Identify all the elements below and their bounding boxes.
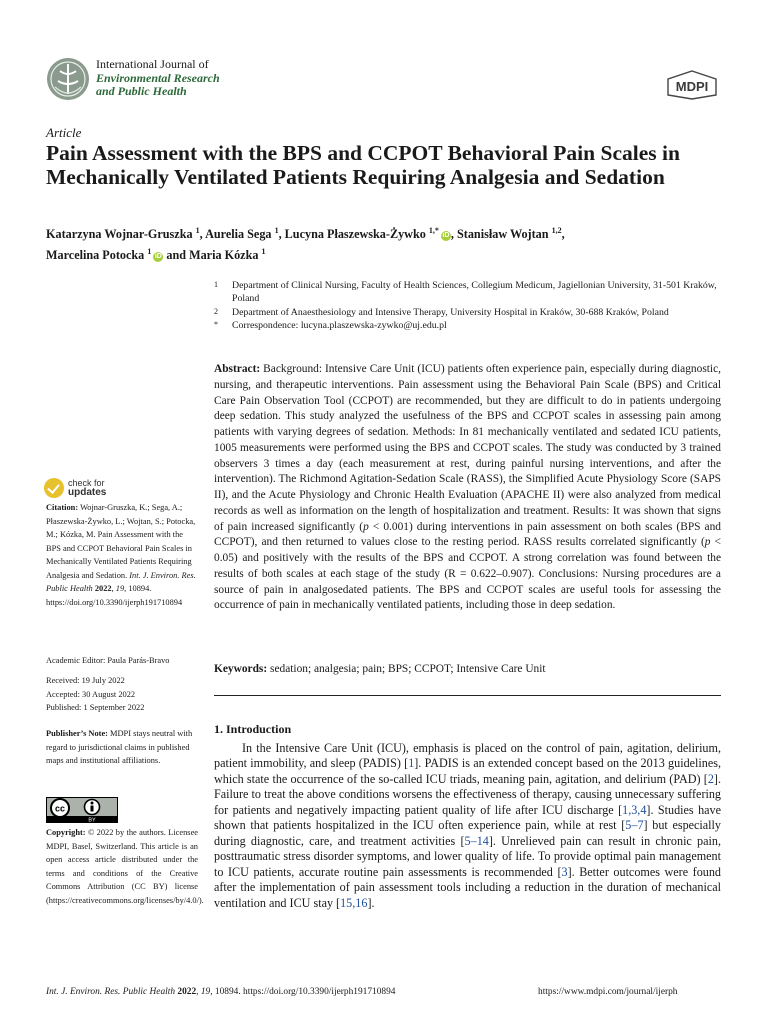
author-affiliation-mark: 1 xyxy=(261,247,266,257)
citation-text: Wojnar-Gruszka, K.; Sega, A.; Płaszewska-Żywko, L.; Wojtan, S.; Potocka, M.; Kózka, M. Pain Assessment with the BPS and CCPOT Behavioral Pain Scales in Mechanically Ventilated Patients Requiring Analgesia and Sedation. xyxy=(46,503,196,580)
copyright-notice xyxy=(46,826,204,907)
article-type: Article xyxy=(46,125,82,140)
reference-link[interactable]: 3 xyxy=(561,864,568,879)
reference-link[interactable]: 5–7 xyxy=(625,818,644,833)
author-name[interactable]: Aurelia Sega xyxy=(205,227,272,242)
author-affiliation-mark: 1 xyxy=(147,247,152,257)
abstract-text-mid: < 0.001) during interventions in pain assessment on both scales (BPS and CCPOT), and then returned to values close to the resting period. RASS results correlated significantly ( xyxy=(214,520,721,549)
citation-label: Citation: xyxy=(46,503,79,512)
published-date: Published: 1 September 2022 xyxy=(46,703,145,712)
copyright-label: Copyright: xyxy=(46,828,86,837)
abstract-p-value-2: p xyxy=(704,536,711,549)
author-affiliation-mark: 1 xyxy=(274,226,279,235)
journal-name xyxy=(96,58,220,99)
affiliation-mark: 1 xyxy=(214,280,218,289)
author-name[interactable]: Stanisław Wojtan xyxy=(457,227,549,242)
intro-text: ]. Better outcomes were found after the implementation of pain assessment tools including a reduction in the duration of mechanical ventilation and ICU stay [ xyxy=(214,864,721,910)
citation-doi: , 10894. https://doi.org/10.3390/ijerph191710894 xyxy=(46,584,183,607)
intro-text: ]. Studies have shown that patients hospitalized in the ICU often experience pain, while at rest [ xyxy=(214,802,721,833)
author-name[interactable]: Maria Kózka xyxy=(189,248,259,263)
keywords-text: sedation; analgesia; pain; BPS; CCPOT; Intensive Care Unit xyxy=(270,663,546,675)
keywords xyxy=(214,662,721,678)
ijerph-journal-logo-icon xyxy=(46,57,90,101)
author-list: Katarzyna Wojnar-Gruszka $^1$, Aurelia Sega $^1$, Lucyna Płaszewska-Żywko $^{1,*}$iD , Stanisław Wojtan $^{1,2}$, Marcelina Potocka $^1$iD and Maria Kózka $^1$ xyxy=(46,226,565,263)
citation-journal: Int. J. Environ. Res. Public Health xyxy=(46,570,196,593)
publication-dates xyxy=(46,674,198,715)
keywords-label: Keywords: xyxy=(214,663,268,675)
affiliation-text: Department of Anaesthesiology and Intensive Therapy, University Hospital in Kraków, 30-688 Kraków, Poland xyxy=(232,306,669,318)
affiliation-item xyxy=(214,319,719,332)
affiliation-item xyxy=(214,279,719,306)
intro-text: In the Intensive Care Unit (ICU), emphasis is placed on the control of pain, agitation, delirium, patient immobility, and sleep (PADIS) [ xyxy=(214,741,721,771)
publisher-note-text: MDPI stays neutral with regard to jurisdictional claims in published maps and institutional affiliations. xyxy=(46,729,193,765)
orcid-icon[interactable]: iD xyxy=(442,232,450,240)
orcid-icon[interactable]: iD xyxy=(154,253,162,261)
author-affiliation-mark: 1,2 xyxy=(551,226,562,235)
introduction-paragraph xyxy=(214,741,721,911)
mdpi-logo-text: MDPI xyxy=(675,79,709,94)
intro-text: ]. PADIS is an extended concept based on the 2013 guidelines, which state the occurrence of the so-called ICU triads, meaning pain, agitation, and delirium (PAD) [ xyxy=(214,756,721,786)
mdpi-logo-icon xyxy=(666,70,718,100)
svg-text:cc: cc xyxy=(54,803,66,814)
abstract-text-end: < 0.05) and positively with the results of the BPS and CCPOT. A strong correlation was found between the results of both scales at each stage of the study (R = 0.622–0.907). Conclusions: Nursing procedures are a source of pain in analgosedated patients. The BPS and CCPOT scales are useful tools for assessing the occurrence of pain in mechanically ventilated patients, including those in deep sedation. xyxy=(214,536,721,612)
citation-volume: 19 xyxy=(115,584,125,593)
footer-volume: 19 xyxy=(200,987,211,997)
intro-text: ] but especially during diagnostic, care, and treatment activities [ xyxy=(214,818,721,848)
citation-block: Citation: Wojnar-Gruszka, K.; Sega, A.; Płaszewska-Żywko, L.; Wojtan, S.; Potocka, M.; Kózka, M. Pain Assessment with the BPS and CCPOT Behavioral Pain Scales in Mechanically Ventilated Patients Requiring Analgesia and Sedation. Int. J. Environ. Res. Public Health 2022, 19, 10894. https://doi.org/10.3390/ijerph191710894 xyxy=(46,503,196,607)
article-title: Pain Assessment with the BPS and CCPOT Behavioral Pain Scales in Mechanically Ventilated Patients Requiring Analgesia and Sedation xyxy=(46,141,680,189)
received-date: Received: 19 July 2022 xyxy=(46,676,125,685)
footer-citation: Int. J. Environ. Res. Public Health 2022, 19, 10894. https://doi.org/10.3390/ijerph191710894 xyxy=(46,987,396,997)
affiliation-text: Correspondence: lucyna.plaszewska-zywko@uj.edu.pl xyxy=(232,320,447,332)
publisher-note xyxy=(46,727,198,768)
reference-link[interactable]: 1 xyxy=(408,756,415,771)
author-name[interactable]: Marcelina Potocka xyxy=(46,248,145,263)
journal-name-line3: and Public Health xyxy=(96,84,187,98)
reference-link[interactable]: 5–14 xyxy=(464,833,489,848)
author-name[interactable]: Lucyna Płaszewska-Żywko xyxy=(284,227,426,242)
academic-editor: Academic Editor: Paula Parás-Bravo xyxy=(46,656,170,665)
footer-journal-url[interactable]: https://www.mdpi.com/journal/ijerph xyxy=(538,987,678,997)
affiliations xyxy=(214,279,719,333)
check-updates-icon xyxy=(44,478,64,498)
check-updates-line2: updates xyxy=(68,487,107,498)
accepted-date: Accepted: 30 August 2022 xyxy=(46,689,136,699)
cc-by-text: BY xyxy=(88,817,96,823)
affiliation-item xyxy=(214,306,719,319)
cc-by-license-icon[interactable] xyxy=(46,797,118,823)
affiliation-text: Department of Clinical Nursing, Faculty of Health Sciences, Collegium Medicum, Jagiellonian University, 31-501 Kraków, Poland xyxy=(232,280,717,305)
author-affiliation-mark: 1 xyxy=(195,226,200,235)
journal-name-line2: Environmental Research xyxy=(96,70,220,85)
publisher-note-label: Publisher’s Note: xyxy=(46,729,108,738)
intro-text: ]. xyxy=(367,895,375,910)
check-for-updates-button[interactable] xyxy=(44,478,134,500)
author-name[interactable]: Katarzyna Wojnar-Gruszka xyxy=(46,227,193,242)
affiliation-mark: 2 xyxy=(214,306,218,316)
author-affiliation-mark: 1,* xyxy=(428,226,439,235)
abstract xyxy=(214,362,721,614)
footer-year: 2022 xyxy=(177,987,197,997)
footer-doi: , 10894. https://doi.org/10.3390/ijerph191710894 xyxy=(210,987,396,997)
reference-link[interactable]: 2 xyxy=(707,771,714,786)
check-updates-line1: check for xyxy=(68,478,105,488)
reference-link[interactable]: 15,16 xyxy=(340,895,368,910)
journal-name-line1: International Journal of xyxy=(96,57,209,71)
abstract-text: Background: Intensive Care Unit (ICU) patients often experience pain, especially during diagnostic, nursing, and therapeutic interventions. Pain assessment using the Behavioral Pain Scale (BPS) and Critical Care Pain Observation Tool (CCPOT) are recommended, but they are difficult to do in patients undergoing deep sedation. This study analyzed the usefulness of the BPS and CCPOT scales in assessing pain among patients with varying degrees of sedation. Methods: In 81 mechanically ventilated and sedated ICU patients, 1005 measurements were performed using the BPS and CCPOT scales. The study was conducted by 3 trained observers 3 times a day (each measurement at rest, during painful nursing interventions, and after the intervention). The Richmond Agitation-Sedation Scale (RASS), the Simplified Acute Physiology Score (SAPS II), and the Acute Physiology and Chronic Health Evaluation (APACHE II) were also analyzed from medical records as well as information on the length of hospitalization and treatment. Results: It was shown that signs of pain increased significantly ( xyxy=(214,363,721,533)
footer-journal: Int. J. Environ. Res. Public Health xyxy=(46,987,176,997)
section-divider xyxy=(214,695,721,696)
intro-text: ]. Unrelieved pain can result in chronic pain, posttraumatic stress disorder symptoms, and lower quality of life. To provide optimal pain management to ICU patients, accurate routine pain assessments is recommended [ xyxy=(214,833,721,879)
abstract-p-value-1: p xyxy=(363,520,369,533)
section-heading-introduction: 1. Introduction xyxy=(214,722,292,736)
citation-year: 2022 xyxy=(94,584,112,593)
reference-link[interactable]: 1,3,4 xyxy=(622,802,647,817)
copyright-text: © 2022 by the authors. Licensee MDPI, Basel, Switzerland. This article is an open access article distributed under the terms and conditions of the Creative Commons Attribution (CC BY) license (https://creativecommons.org/licenses/by/4.0/). xyxy=(46,828,204,905)
intro-text: ]. Failure to treat the above conditions worsens the effectiveness of therapy, causing unnecessary suffering for patients and negatively impacting patient quality of life after ICU discharge [ xyxy=(214,771,721,817)
affiliation-mark: * xyxy=(214,320,218,330)
abstract-label: Abstract: xyxy=(214,363,261,375)
